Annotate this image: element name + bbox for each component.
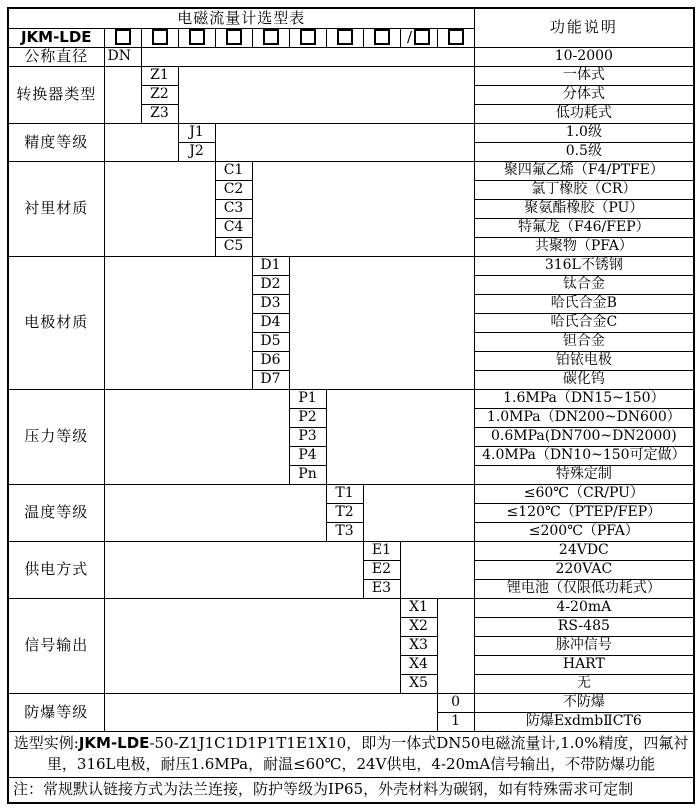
empty-cell bbox=[363, 484, 474, 541]
desc-cell: 220VAC bbox=[474, 560, 694, 579]
desc-cell: 铂铱电极 bbox=[474, 351, 694, 370]
code-cell: Z1 bbox=[141, 66, 178, 85]
checkbox-icon bbox=[189, 29, 205, 45]
desc-cell: RS-485 bbox=[474, 617, 694, 636]
section-diameter bbox=[8, 47, 694, 66]
model-box-cell-10 bbox=[437, 28, 474, 47]
desc-cell: HART bbox=[474, 655, 694, 674]
desc-cell: 低功耗式 bbox=[474, 104, 694, 123]
desc-cell: 锂电池（仅限低功耗式） bbox=[474, 579, 694, 598]
desc-cell: 氯丁橡胶（CR） bbox=[474, 180, 694, 199]
code-cell: T3 bbox=[326, 522, 363, 541]
desc-cell: 316L不锈钢 bbox=[474, 256, 694, 275]
note-text: 注：常规默认链接方式为法兰连接，防护等级为IP65，外壳材料为碳钢，如有特殊需求可定制 bbox=[8, 777, 694, 803]
model-box-cell-9 bbox=[400, 28, 437, 47]
empty-cell bbox=[141, 47, 474, 66]
code-cell: D5 bbox=[252, 332, 289, 351]
flowmeter-selection-table bbox=[7, 7, 695, 804]
desc-cell: 共聚物（PFA） bbox=[474, 237, 694, 256]
code-cell: E2 bbox=[363, 560, 400, 579]
checkbox-icon bbox=[374, 29, 390, 45]
code-cell: C3 bbox=[215, 199, 252, 218]
empty-cell bbox=[215, 123, 474, 161]
model-box-cell-3 bbox=[178, 28, 215, 47]
category-label: 压力等级 bbox=[8, 389, 104, 484]
section-power bbox=[8, 541, 694, 560]
code-cell: Z3 bbox=[141, 104, 178, 123]
checkbox-icon bbox=[115, 29, 131, 45]
model-box-cell-7 bbox=[326, 28, 363, 47]
model-box-cell-8 bbox=[363, 28, 400, 47]
code-cell: P3 bbox=[289, 427, 326, 446]
model-prefix: JKM-LDE bbox=[8, 28, 104, 47]
checkbox-icon bbox=[448, 29, 464, 45]
desc-cell: 哈氏合金B bbox=[474, 294, 694, 313]
code-cell: D4 bbox=[252, 313, 289, 332]
model-box-cell-5 bbox=[252, 28, 289, 47]
desc-cell: ≤200℃（PFA） bbox=[474, 522, 694, 541]
desc-cell: 哈氏合金C bbox=[474, 313, 694, 332]
empty-cell bbox=[104, 66, 141, 123]
checkbox-icon bbox=[263, 29, 279, 45]
code-cell: D6 bbox=[252, 351, 289, 370]
empty-cell bbox=[104, 389, 289, 484]
desc-cell: 特氟龙（F46/FEP） bbox=[474, 218, 694, 237]
code-cell: X2 bbox=[400, 617, 437, 636]
empty-cell bbox=[104, 484, 326, 541]
section-signal bbox=[8, 598, 694, 617]
code-cell: T2 bbox=[326, 503, 363, 522]
model-box-cell-4 bbox=[215, 28, 252, 47]
code-cell: X5 bbox=[400, 674, 437, 693]
empty-cell bbox=[104, 161, 215, 256]
model-box-cell-2 bbox=[141, 28, 178, 47]
desc-cell: 4-20mA bbox=[474, 598, 694, 617]
example-row bbox=[8, 731, 694, 777]
code-cell: D3 bbox=[252, 294, 289, 313]
desc-cell: 4.0MPa（DN10~150可定做） bbox=[474, 446, 694, 465]
code-cell: P1 bbox=[289, 389, 326, 408]
example-text: -50-Z1J1C1D1P1T1E1X10，即为一体式DN50电磁流量计,1.0%精度，四氟衬里，316L电极，耐压1.6MPa，耐温≤60℃，24V供电，4-20mA信号输出，不带防爆功能 bbox=[46, 734, 689, 773]
section-accuracy bbox=[8, 123, 694, 142]
code-cell: C5 bbox=[215, 237, 252, 256]
category-label: 信号输出 bbox=[8, 598, 104, 693]
desc-cell: 1.0MPa（DN200~DN600） bbox=[474, 408, 694, 427]
desc-cell: 0.5级 bbox=[474, 142, 694, 161]
desc-cell: 钽合金 bbox=[474, 332, 694, 351]
section-converter bbox=[8, 66, 694, 85]
code-cell: 0 bbox=[437, 693, 474, 712]
checkbox-icon bbox=[414, 29, 430, 45]
code-cell: X4 bbox=[400, 655, 437, 674]
code-cell: X3 bbox=[400, 636, 437, 655]
empty-cell bbox=[104, 541, 363, 598]
section-electrode bbox=[8, 256, 694, 275]
desc-cell: 1.0级 bbox=[474, 123, 694, 142]
desc-cell: 聚氨酯橡胶（PU） bbox=[474, 199, 694, 218]
desc-cell: 聚四氟乙烯（F4/PTFE） bbox=[474, 161, 694, 180]
code-cell: E1 bbox=[363, 541, 400, 560]
empty-cell bbox=[104, 256, 252, 389]
empty-cell bbox=[104, 598, 400, 693]
example-model: JKM-LDE bbox=[78, 734, 150, 752]
category-label: 电极材质 bbox=[8, 256, 104, 389]
code-cell: DN bbox=[104, 47, 141, 66]
desc-cell: 10-2000 bbox=[474, 47, 694, 66]
section-temperature bbox=[8, 484, 694, 503]
note-row bbox=[8, 777, 694, 803]
example-prefix: 选型实例: bbox=[13, 734, 79, 752]
code-cell: Z2 bbox=[141, 85, 178, 104]
category-label: 精度等级 bbox=[8, 123, 104, 161]
desc-cell: 0.6MPa(DN700~DN2000) bbox=[474, 427, 694, 446]
code-cell: T1 bbox=[326, 484, 363, 503]
empty-cell bbox=[104, 693, 437, 731]
checkbox-icon bbox=[337, 29, 353, 45]
empty-cell bbox=[104, 123, 178, 161]
desc-cell: 1.6MPa（DN15~150） bbox=[474, 389, 694, 408]
code-cell: D7 bbox=[252, 370, 289, 389]
code-cell: E3 bbox=[363, 579, 400, 598]
model-box-cell-1 bbox=[104, 28, 141, 47]
desc-cell: 特殊定制 bbox=[474, 465, 694, 484]
code-cell: X1 bbox=[400, 598, 437, 617]
code-cell: 1 bbox=[437, 712, 474, 731]
desc-cell: 防爆ExdmbⅡCT6 bbox=[474, 712, 694, 731]
code-cell: P4 bbox=[289, 446, 326, 465]
empty-cell bbox=[400, 541, 474, 598]
selection-example bbox=[8, 731, 694, 777]
slash-separator: / bbox=[406, 28, 413, 46]
desc-cell: 碳化钨 bbox=[474, 370, 694, 389]
checkbox-icon bbox=[300, 29, 316, 45]
category-label: 衬里材质 bbox=[8, 161, 104, 256]
checkbox-icon bbox=[226, 29, 242, 45]
code-cell: J1 bbox=[178, 123, 215, 142]
model-box-cell-6 bbox=[289, 28, 326, 47]
category-label: 公称直径 bbox=[8, 47, 104, 66]
section-explosion-proof bbox=[8, 693, 694, 712]
desc-cell: 一体式 bbox=[474, 66, 694, 85]
desc-cell: 24VDC bbox=[474, 541, 694, 560]
empty-cell bbox=[178, 66, 474, 123]
checkbox-icon bbox=[152, 29, 168, 45]
code-cell: C2 bbox=[215, 180, 252, 199]
code-cell: P2 bbox=[289, 408, 326, 427]
code-cell: C4 bbox=[215, 218, 252, 237]
code-cell: C1 bbox=[215, 161, 252, 180]
function-header: 功能说明 bbox=[474, 8, 694, 47]
code-cell: D2 bbox=[252, 275, 289, 294]
code-cell: J2 bbox=[178, 142, 215, 161]
empty-cell bbox=[252, 161, 474, 256]
empty-cell bbox=[437, 598, 474, 693]
desc-cell: ≤120℃（PTEP/FEP） bbox=[474, 503, 694, 522]
desc-cell: 分体式 bbox=[474, 85, 694, 104]
section-pressure bbox=[8, 389, 694, 408]
category-label: 温度等级 bbox=[8, 484, 104, 541]
desc-cell: 脉冲信号 bbox=[474, 636, 694, 655]
desc-cell: ≤60℃（CR/PU） bbox=[474, 484, 694, 503]
empty-cell bbox=[289, 256, 474, 389]
desc-cell: 无 bbox=[474, 674, 694, 693]
category-label: 供电方式 bbox=[8, 541, 104, 598]
table-title: 电磁流量计选型表 bbox=[8, 8, 474, 28]
code-cell: Pn bbox=[289, 465, 326, 484]
desc-cell: 钛合金 bbox=[474, 275, 694, 294]
desc-cell: 不防爆 bbox=[474, 693, 694, 712]
empty-cell bbox=[326, 389, 474, 484]
category-label: 转换器类型 bbox=[8, 66, 104, 123]
section-liner bbox=[8, 161, 694, 180]
code-cell: D1 bbox=[252, 256, 289, 275]
category-label: 防爆等级 bbox=[8, 693, 104, 731]
